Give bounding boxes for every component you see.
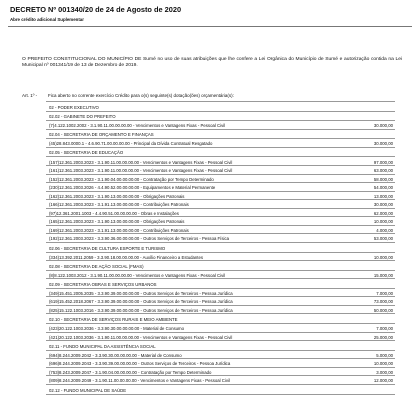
allocation-amount: 62.000,00 (373, 210, 393, 216)
allocation-description: (45)28.843.0000.1 - 4.6.90.71.00.00.00.00 - Principal da Dívida Contratual Resgatado (49, 141, 213, 147)
section-row (46, 279, 395, 289)
allocation-amount: 5.000,00 (376, 352, 393, 358)
section-title: 02.06 - SECRETARIA DE CULTURA ESPORTE E TURISMO (49, 245, 166, 251)
table-row (46, 253, 395, 262)
allocation-description: (619)15.452.2018.2067 - 3.3.90.39.00.00.00.00 - Outros Serviços de Terceiros - Pessoa Jurídica (49, 299, 233, 305)
table-row (46, 297, 395, 306)
section-row (46, 130, 395, 140)
table-row (46, 121, 395, 130)
allocation-description: (7)4.122.1002.2002 - 3.1.90.11.00.00.00.00 - Vencimentos e Vantagens Fixas - Pessoal Civil (49, 123, 226, 129)
section-title: 02.11 - FUNDO MUNICIPAL DA ASSISTÊNCIA SOCIAL (49, 343, 156, 349)
section-row (46, 243, 395, 253)
allocation-amount: 73.000,00 (373, 299, 393, 305)
table-row (46, 289, 395, 298)
allocation-description: (334)13.392.2011.2059 - 3.3.90.18.00.00.00.00 - Auxílio Financeiro a Estudantes (49, 254, 204, 260)
allocation-amount: 30.000,00 (373, 123, 393, 129)
allocation-amount: 53.000,00 (373, 236, 393, 242)
allocation-amount: 54.000,00 (373, 185, 393, 191)
allocation-description: (165)12.361.2003.2023 - 3.1.90.13.00.00.00.00 - Obrigações Patronais (49, 219, 185, 225)
table-row (46, 166, 395, 175)
table-row (46, 217, 395, 226)
allocation-amount: 58.000,00 (373, 176, 393, 182)
allocation-amount: 97.000,00 (373, 159, 393, 165)
article-text: Fica aberto no corrente exercício Crédito para o(s) seguinte(s) dotação(ões) orçamentária(s): (48, 93, 234, 98)
section-title: 02.04 - SECRETARIA DE ORÇAMENTO E FINANÇAS (49, 132, 154, 138)
allocation-amount: 50.000,00 (373, 308, 393, 313)
table-row (46, 209, 395, 218)
decree-subtitle: Abre crédito adicional Suplementar (10, 17, 84, 22)
section-row (46, 314, 395, 324)
section-title: 02.09 - SECRETARIA OBRAS E SERVIÇOS URBANOS (49, 281, 157, 287)
table-row (46, 200, 395, 209)
allocation-description: (809)8.244.2009.2049 - 3.1.90.11.00.00.00.00 - Vencimentos e Vantagens Fixas - Pessoal Civil (49, 378, 230, 384)
allocation-description: (696)8.244.2009.2043 - 3.3.90.39.00.00.00.00 - Outros Serviços de Terceiros - Pessoa Jurídica (49, 361, 231, 367)
allocation-amount: 10.000,00 (373, 219, 393, 225)
section-row (46, 385, 395, 395)
allocation-description: (166)12.361.2003.2023 - 3.1.91.13.00.00.00.00 - Contribuições Patronais (49, 202, 189, 208)
allocation-description: (157)12.361.2003.2023 - 3.1.90.11.00.00.00.00 - Vencimentos e Vantagens Fixas - Pessoal Civil (49, 159, 233, 165)
allocation-description: (230)12.361.2003.2026 - 4.4.90.52.00.00.00.00 - Equipamentos e Material Permanente (49, 185, 216, 191)
allocation-amount: 30.000,00 (373, 202, 393, 208)
allocation-amount: 10.000,00 (373, 361, 393, 367)
allocation-description: (8)8.122.1003.2012 - 3.1.90.11.00.00.00.00 - Vencimentos e Vantagens Fixas - Pessoal Civil (49, 272, 226, 278)
allocation-amount: 12.000,00 (373, 378, 393, 384)
allocation-description: (349)15.451.2005.2035 - 3.3.90.39.00.00.00.00 - Outros Serviços de Terceiros - Pessoa Jurídica (49, 290, 233, 296)
table-row (46, 234, 395, 243)
table-row (46, 368, 395, 377)
table-row (46, 175, 395, 184)
intro-paragraph: O PREFEITO CONSTITUCIONAL DO MUNICÍPIO DE Sumé no uso de suas atribuições que lhe confere a Lei Orgânica do Município de Sumé e autorização contida na Lei Municipal nº 001341/19 de 13 de Dezembro de 2019. (22, 57, 402, 69)
allocation-description: (694)8.244.2009.2042 - 3.3.90.30.00.00.00.00 - Material de Consumo (49, 352, 182, 358)
allocation-description: (162)12.361.2003.2023 - 3.1.90.13.00.00.00.00 - Obrigações Patronais (49, 193, 185, 199)
allocation-amount: 63.000,00 (373, 168, 393, 174)
allocation-amount: 15.000,00 (373, 272, 393, 278)
budget-table (46, 101, 395, 395)
table-row (46, 333, 395, 342)
table-row (46, 226, 395, 235)
section-title: 02.02 - GABINETE DO PREFEITO (49, 114, 116, 120)
allocation-description: (423)20.122.1003.2036 - 3.3.90.30.00.00.00.00 - Material de Consumo (49, 326, 184, 332)
section-title: 02.10 - SECRETARIA DE SERVIÇOS RURAIS E MEIO AMBIENTE (49, 317, 178, 323)
section-title: 02.05 - SECRETARIA DE EDUCAÇÃO (49, 150, 124, 156)
allocation-description: (97)12.361.2001.1003 - 4.4.90.51.00.00.00.00 - Obras e Instalações (49, 210, 179, 216)
allocation-description: (753)8.243.2009.2047 - 3.1.90.04.00.00.00.00 - Contratação por Tempo Determinado (49, 369, 212, 375)
allocation-description: (152)12.361.2003.2023 - 3.1.90.04.00.00.00.00 - Contratação por Tempo Determinado (49, 176, 214, 182)
allocation-description: (169)12.361.2003.2023 - 3.1.91.13.00.00.00.00 - Contribuições Patronais (49, 227, 189, 233)
table-row (46, 183, 395, 192)
table-row (46, 324, 395, 333)
header-divider (8, 26, 412, 27)
section-title: 02.08 - SECRETARIA DE AÇÃO SOCIAL (FMAS) (49, 263, 144, 269)
table-row (46, 359, 395, 368)
section-row (46, 261, 395, 271)
decree-title: DECRETO Nº 001340/20 de 24 de Agosto de 2020 (10, 5, 182, 14)
allocation-amount: 10.000,00 (373, 254, 393, 260)
allocation-amount: 13.000,00 (373, 193, 393, 199)
allocation-amount: 4.000,00 (376, 227, 393, 233)
section-row (46, 112, 395, 122)
allocation-description: (192)12.361.2003.2023 - 3.3.90.36.00.00.00.00 - Outros Serviços de Terceiros - Pessoa Física (49, 236, 230, 242)
table-row (46, 351, 395, 360)
allocation-description: (161)12.361.2003.2023 - 3.1.90.11.00.00.00.00 - Vencimentos e Vantagens Fixas - Pessoal Civil (49, 168, 233, 174)
section-row (46, 102, 395, 112)
section-row (46, 148, 395, 158)
allocation-amount: 30.000,00 (373, 141, 393, 147)
table-row (46, 139, 395, 148)
allocation-amount: 7.000,00 (376, 290, 393, 296)
section-row (46, 341, 395, 351)
section-title: 02 - PODER EXECUTIVO (49, 104, 99, 110)
allocation-description: (421)20.122.1003.2036 - 3.1.90.11.00.00.00.00 - Vencimentos e Vantagens Fixas - Pessoal Civil (49, 334, 233, 340)
allocation-amount: 7.000,00 (376, 326, 393, 332)
section-title: 02.12 - FUNDO MUNICIPAL DE SAÚDE (49, 387, 127, 393)
allocation-amount: 3.000,00 (376, 369, 393, 375)
table-row (46, 271, 395, 280)
table-row (46, 376, 395, 385)
table-row (46, 157, 395, 166)
allocation-amount: 25.000,00 (373, 334, 393, 340)
allocation-description: (825)15.122.1003.2016 - 3.3.90.39.00.00.00.00 - Outros Serviços de Terceiros - Pessoa Jurídica (49, 308, 233, 313)
table-row (46, 192, 395, 201)
article-label: Art. 1º - (22, 93, 38, 98)
table-row (46, 306, 395, 315)
